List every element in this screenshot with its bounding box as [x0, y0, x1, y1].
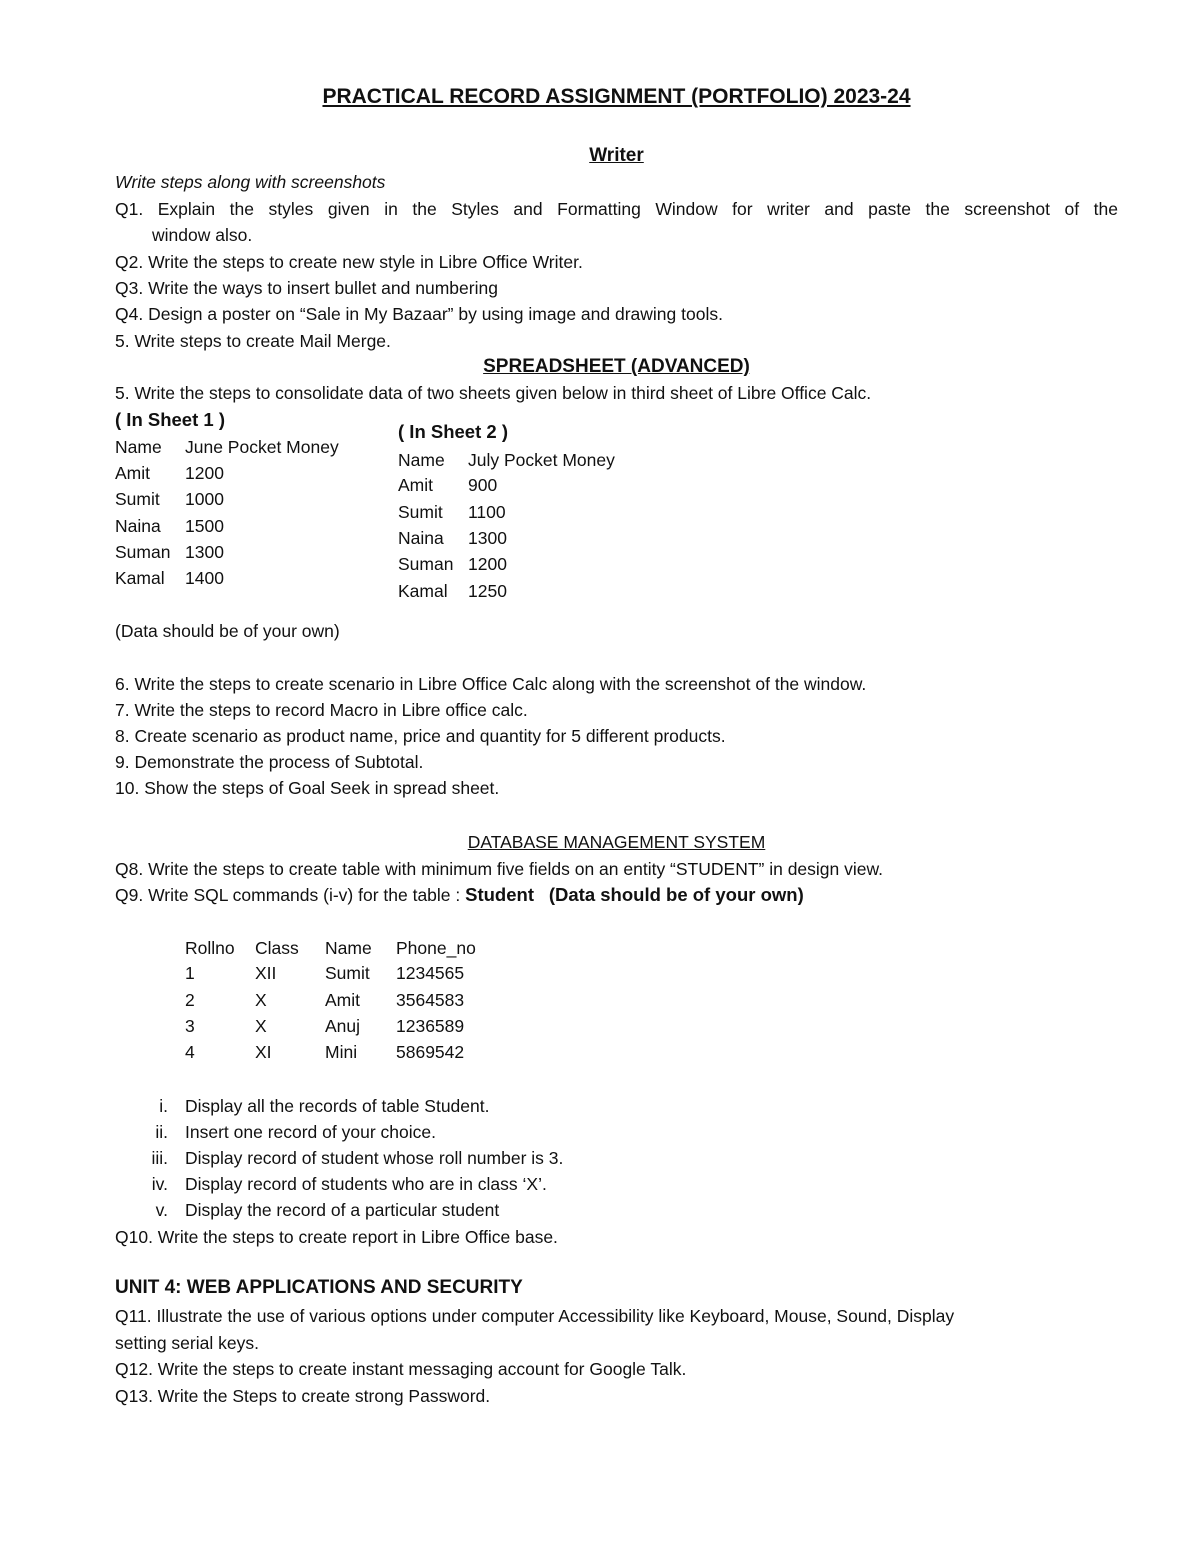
- writer-q2: Q2. Write the steps to create new style in Libre Office Writer.: [115, 252, 583, 272]
- dbms-q9: [115, 884, 804, 906]
- sheet2-row-value: 1300: [468, 528, 507, 548]
- sheet2-row-value: 1100: [468, 502, 506, 522]
- sheet2-row-name: Sumit: [398, 502, 443, 522]
- writer-q4: Q4. Design a poster on “Sale in My Bazaar” by using image and drawing tools.: [115, 304, 723, 324]
- writer-instruction: Write steps along with screenshots: [115, 172, 386, 192]
- unit4-q11-line1: Q11. Illustrate the use of various options under computer Accessibility like Keyboard, Mouse, Sound, Display: [115, 1306, 955, 1326]
- unit4-heading: UNIT 4: WEB APPLICATIONS AND SECURITY: [115, 1277, 523, 1298]
- sheet2-label: ( In Sheet 2 ): [398, 421, 508, 442]
- subquestion-number: ii.: [155, 1122, 168, 1142]
- sheet1-label: ( In Sheet 1 ): [115, 409, 225, 430]
- unit4-q13: Q13. Write the Steps to create strong Password.: [115, 1386, 491, 1406]
- dbms-q9-table-name: Student: [465, 884, 534, 905]
- sheet1-row-value: 1400: [185, 568, 224, 588]
- student-cell-name: Sumit: [325, 963, 370, 983]
- sheet1-row-name: Sumit: [115, 489, 160, 509]
- sheet2-row-value: 1200: [468, 554, 507, 574]
- sheet1-header-name: Name: [115, 437, 162, 457]
- writer-q1-line1: Q1. Explain the styles given in the Styles and Formatting Window for writer and paste the screenshot of the: [115, 199, 1118, 219]
- sheet2-header-money: July Pocket Money: [468, 450, 615, 470]
- dbms-q9-note: (Data should be of your own): [548, 884, 804, 905]
- dbms-q9-prefix: Q9. Write SQL commands (i-v) for the table :: [115, 885, 461, 905]
- subquestion-number: iii.: [151, 1148, 168, 1168]
- sheet2-row-value: 1250: [468, 581, 507, 601]
- dbms-heading: DATABASE MANAGEMENT SYSTEM: [467, 832, 766, 852]
- student-cell-class: XI: [255, 1042, 272, 1062]
- student-cell-phone: 3564583: [396, 990, 465, 1010]
- sheet1-row-name: Kamal: [115, 568, 165, 588]
- subquestion-text: Display record of students who are in class ‘X’.: [185, 1174, 547, 1194]
- sheet2-header-name: Name: [398, 450, 445, 470]
- spreadsheet-q9: 9. Demonstrate the process of Subtotal.: [115, 752, 424, 772]
- sheet1-row-name: Amit: [115, 463, 150, 483]
- subquestion-number: i.: [159, 1096, 168, 1116]
- student-cell-name: Mini: [325, 1042, 358, 1062]
- student-header-rollno: Rollno: [185, 938, 235, 958]
- sheet1-row-value: 1300: [185, 542, 224, 562]
- student-cell-phone: 5869542: [396, 1042, 465, 1062]
- student-header-name: Name: [325, 938, 372, 958]
- student-cell-phone: 1236589: [396, 1016, 465, 1036]
- sheet1-row-value: 1500: [185, 516, 224, 536]
- spreadsheet-q6: 6. Write the steps to create scenario in Libre Office Calc along with the screenshot of the window.: [115, 674, 867, 694]
- writer-q5: 5. Write steps to create Mail Merge.: [115, 331, 391, 351]
- sheet2-row-value: 900: [468, 475, 498, 495]
- student-cell-phone: 1234565: [396, 963, 465, 983]
- subquestion-text: Display all the records of table Student.: [185, 1096, 490, 1116]
- dbms-q10: Q10. Write the steps to create report in Libre Office base.: [115, 1227, 558, 1247]
- spreadsheet-q5: 5. Write the steps to consolidate data of two sheets given below in third sheet of Libre Office Calc.: [115, 383, 872, 403]
- subquestion-text: Insert one record of your choice.: [185, 1122, 436, 1142]
- student-cell-rollno: 1: [185, 963, 195, 983]
- unit4-q12: Q12. Write the steps to create instant messaging account for Google Talk.: [115, 1359, 687, 1379]
- dbms-q8: Q8. Write the steps to create table with minimum five fields on an entity “STUDENT” in design view.: [115, 859, 884, 879]
- spreadsheet-heading: SPREADSHEET (ADVANCED): [483, 356, 750, 377]
- subquestion-number: iv.: [151, 1174, 168, 1194]
- student-header-phone: Phone_no: [396, 938, 476, 958]
- student-cell-class: XII: [255, 963, 277, 983]
- student-cell-rollno: 4: [185, 1042, 195, 1062]
- sheet1-row-value: 1000: [185, 489, 224, 509]
- sheet2-row-name: Suman: [398, 554, 454, 574]
- unit4-q11-line2: setting serial keys.: [115, 1333, 259, 1353]
- subquestion-text: Display the record of a particular student: [185, 1200, 500, 1220]
- writer-heading: Writer: [589, 145, 644, 166]
- student-cell-class: X: [255, 990, 267, 1010]
- spreadsheet-note: (Data should be of your own): [115, 621, 340, 641]
- student-cell-name: Anuj: [325, 1016, 361, 1036]
- subquestion-text: Display record of student whose roll number is 3.: [185, 1148, 564, 1168]
- sheet1-header-money: June Pocket Money: [185, 437, 339, 457]
- student-cell-rollno: 3: [185, 1016, 195, 1036]
- student-cell-rollno: 2: [185, 990, 195, 1010]
- writer-q1-line2: window also.: [152, 225, 253, 245]
- sheet1-row-name: Naina: [115, 516, 161, 536]
- writer-q3: Q3. Write the ways to insert bullet and numbering: [115, 278, 498, 298]
- sheet2-row-name: Kamal: [398, 581, 448, 601]
- student-header-class: Class: [255, 938, 299, 958]
- sheet2-row-name: Amit: [398, 475, 433, 495]
- subquestion-number: v.: [155, 1200, 168, 1220]
- sheet1-row-name: Suman: [115, 542, 171, 562]
- sheet1-row-value: 1200: [185, 463, 224, 483]
- spreadsheet-q7: 7. Write the steps to record Macro in Libre office calc.: [115, 700, 528, 720]
- student-cell-name: Amit: [325, 990, 360, 1010]
- page-title: PRACTICAL RECORD ASSIGNMENT (PORTFOLIO) 2023-24: [322, 85, 911, 108]
- spreadsheet-q8: 8. Create scenario as product name, price and quantity for 5 different products.: [115, 726, 726, 746]
- spreadsheet-q10: 10. Show the steps of Goal Seek in spread sheet.: [115, 778, 500, 798]
- student-cell-class: X: [255, 1016, 267, 1036]
- sheet2-row-name: Naina: [398, 528, 444, 548]
